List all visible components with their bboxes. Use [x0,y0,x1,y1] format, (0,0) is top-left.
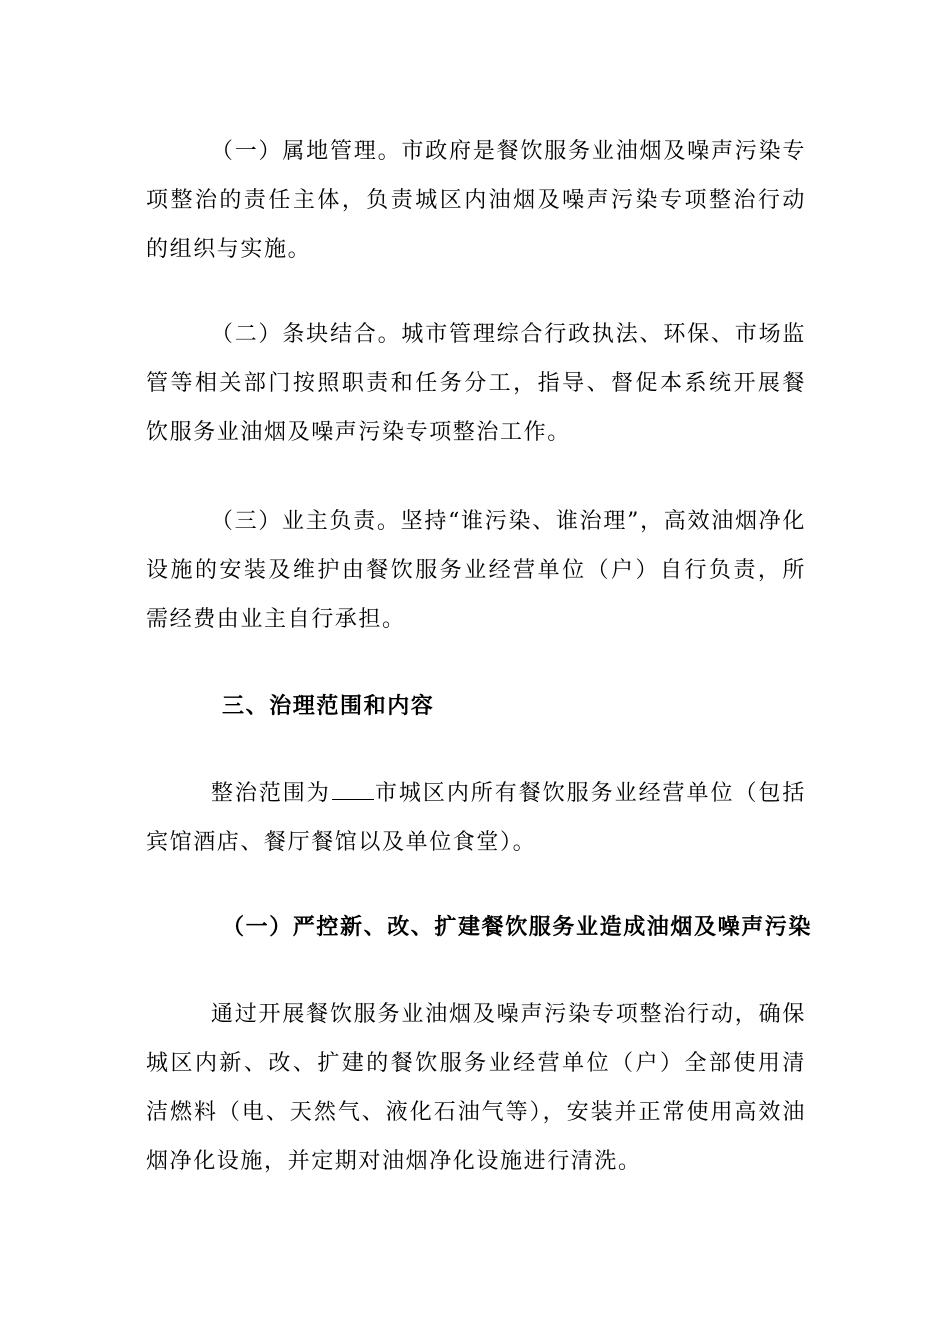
paragraph-owner-responsibility: （三）业主负责。坚持“谁污染、谁治理”，高效油烟净化设施的安装及维护由餐饮服务业经营单位（户）自行负责，所需经费由业主自行承担。 [146,509,806,632]
fill-in-blank [332,778,374,800]
subheading-strict-control: （一）严控新、改、扩建餐饮服务业造成油烟及噪声污染 [222,914,813,940]
paragraph-territorial-management: （一）属地管理。市政府是餐饮服务业油烟及噪声污染专项整治的责任主体，负责城区内油烟及噪声污染专项整治行动的组织与实施。 [146,139,806,262]
paragraph-scope [146,769,806,867]
paragraph-measures: 通过开展餐饮服务业油烟及噪声污染专项整治行动，确保城区内新、改、扩建的餐饮服务业经营单位（户）全部使用清洁燃料（电、天然气、液化石油气等），安装并正常使用高效油烟净化设施，并定期对油烟净化设施进行清洗。 [146,1002,806,1174]
scope-text-end: 市城区内所有餐饮服务业经营单位（包括宾馆酒店、餐厅餐馆以及单位食堂）。 [146,781,806,855]
section-heading-scope: 三、治理范围和内容 [222,693,435,719]
paragraph-coordination: （二）条块结合。城市管理综合行政执法、环保、市场监管等相关部门按照职责和任务分工，指导、督促本系统开展餐饮服务业油烟及噪声污染专项整治工作。 [146,322,806,445]
scope-text-start: 整治范围为 [210,781,331,806]
